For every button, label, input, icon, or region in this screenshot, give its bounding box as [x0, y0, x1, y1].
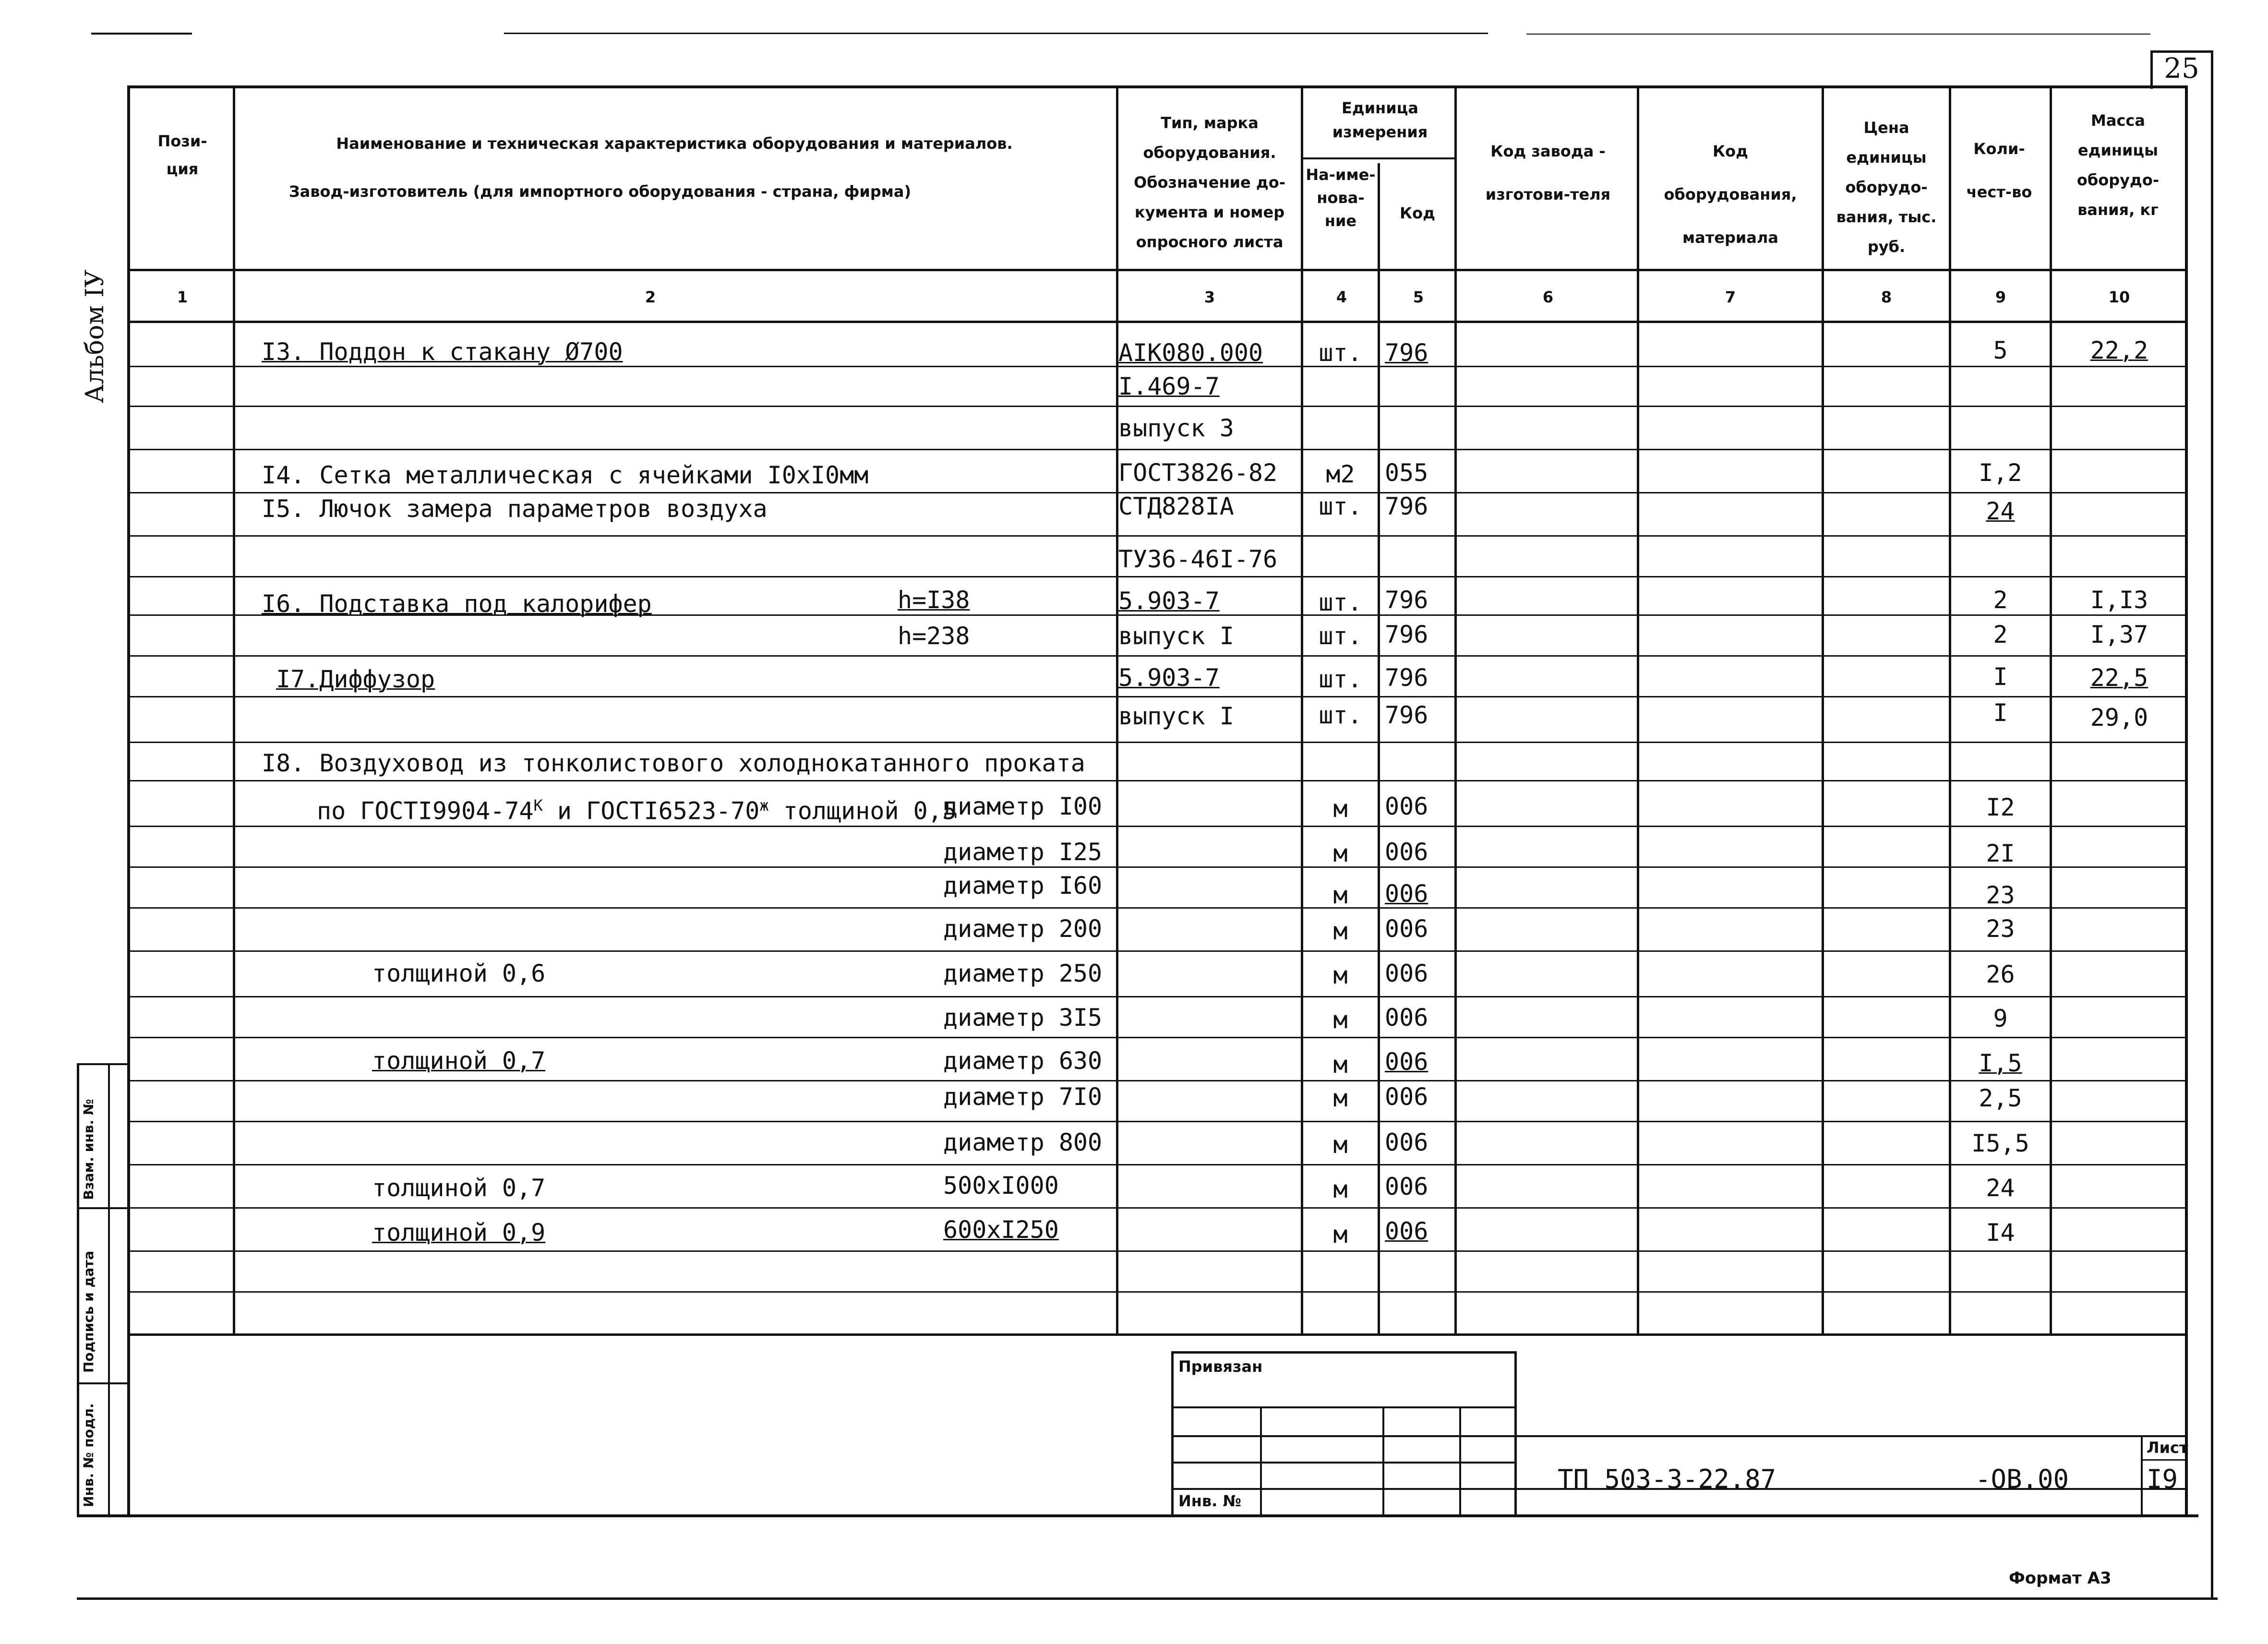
- row-qty: 2: [1993, 586, 2008, 614]
- row-unit: м: [1333, 961, 1348, 989]
- row-unit: м: [1333, 917, 1348, 945]
- row-mass: 22,5: [2090, 664, 2148, 692]
- row-code: 796: [1385, 621, 1428, 648]
- sheet-label: Лист: [2147, 1439, 2188, 1457]
- sheet-box-mid: [2141, 1459, 2186, 1461]
- colnum-1: 1: [177, 288, 188, 306]
- row-unit: м: [1333, 881, 1348, 909]
- row-name: толщиной 0,6: [372, 960, 546, 987]
- side-label-inv: Взам. инв. №: [81, 1099, 96, 1200]
- row-qty: I2: [1986, 793, 2015, 821]
- row-unit: шт.: [1319, 588, 1362, 616]
- row-diameter: диаметр I60: [943, 872, 1103, 900]
- header-plant-code: Код завода - изготови-теля: [1485, 142, 1611, 204]
- row-doc: СТД828IА: [1118, 492, 1234, 520]
- side-stamp-h1: [77, 1207, 130, 1209]
- row-size: 500хI000: [943, 1172, 1059, 1200]
- row-qty: I: [1993, 699, 2008, 727]
- gost-2: и ГОСТI6523-70: [542, 797, 760, 825]
- colnum-10: 10: [2108, 288, 2130, 306]
- row-sep: [127, 576, 2186, 577]
- row-mass: 29,0: [2090, 704, 2148, 732]
- row-sep: [127, 535, 2186, 537]
- stamp-inv-label: Инв. №: [1178, 1492, 1241, 1510]
- row-code: 006: [1385, 792, 1428, 820]
- frame-right-outer: [2211, 50, 2213, 1598]
- stamp-designation: ТП 503-3-22.87: [1558, 1464, 1776, 1494]
- row-sep: [127, 449, 2186, 450]
- row-name: I7.Диффузор: [276, 665, 435, 693]
- row-diameter: диаметр I25: [943, 838, 1103, 866]
- row-qty: 5: [1993, 336, 2008, 364]
- colnum-6: 6: [1542, 288, 1554, 306]
- row-code: 006: [1385, 1128, 1428, 1156]
- row-qty: 24: [1986, 1174, 2015, 1202]
- row-sep: [127, 1291, 2186, 1293]
- row-unit: м: [1333, 840, 1348, 867]
- row-sep: [127, 907, 2186, 909]
- row-code: 796: [1385, 492, 1428, 520]
- row-unit: м: [1333, 1131, 1348, 1159]
- gost-1: по ГОСТI9904-74: [317, 797, 534, 825]
- row-qty: 2,5: [1979, 1084, 2022, 1112]
- pagebox-left: [2150, 50, 2153, 89]
- row-code: 006: [1385, 880, 1428, 908]
- row-qty: 23: [1986, 881, 2015, 909]
- thickness: толщиной 0,5: [768, 797, 957, 825]
- row-doc: выпуск I: [1118, 622, 1234, 650]
- row-doc: 5.903-7: [1118, 664, 1220, 692]
- sheet-box-left: [2141, 1435, 2143, 1517]
- row-qty: I: [1993, 663, 2008, 691]
- col-sep-4: [1378, 163, 1380, 1336]
- row-sep: [127, 1037, 2186, 1038]
- row-size: 600хI250: [943, 1216, 1059, 1244]
- row-code: 006: [1385, 915, 1428, 943]
- row-height: h=I38: [898, 586, 970, 614]
- header-position: Пози-ция: [157, 132, 207, 178]
- header-type: Тип, марка оборудования. Обозначение до-кумента и номер опросного листа: [1134, 114, 1285, 251]
- side-stamp-left: [77, 1063, 79, 1517]
- header-name-line1: Наименование и техническая характеристика оборудования и материалов.: [336, 134, 1013, 153]
- row-diameter: диаметр I00: [943, 792, 1103, 820]
- row-sep: [127, 826, 2186, 827]
- row-name: I4. Сетка металлическая с ячейками I0хI0мм: [262, 461, 869, 489]
- page-number: 25: [2164, 52, 2199, 84]
- row-sep: [127, 1207, 2186, 1209]
- row-sep: [127, 996, 2186, 997]
- row-unit: шт.: [1319, 339, 1362, 367]
- row-code: 796: [1385, 664, 1428, 692]
- row-name: I8. Воздуховод из тонколистового холоднокатанного проката: [262, 749, 1085, 777]
- colnum-8: 8: [1881, 288, 1892, 306]
- row-qty: 26: [1986, 960, 2015, 988]
- col-sep-1: [233, 85, 235, 1336]
- row-sep: [127, 696, 2186, 697]
- row-doc: I.469-7: [1118, 372, 1220, 400]
- colnum-3: 3: [1204, 288, 1215, 306]
- stamp-bound-label: Привязан: [1178, 1357, 1263, 1376]
- frame-right: [2185, 85, 2188, 1517]
- side-stamp-mid: [108, 1063, 110, 1517]
- stamp-h1: [1171, 1406, 1517, 1408]
- header-price: Цена единицы оборудо-вания, тыс. руб.: [1836, 119, 1937, 256]
- row-diameter: диаметр 250: [943, 960, 1103, 987]
- row-height: h=238: [898, 622, 970, 650]
- row-code: 796: [1385, 586, 1428, 614]
- header-name-line2: Завод-изготовитель (для импортного оборудования - страна, фирма): [288, 182, 912, 201]
- row-qty: 2I: [1986, 840, 2015, 867]
- row-qty: 9: [1993, 1005, 2008, 1032]
- row-qty: 24: [1986, 497, 2015, 525]
- stamp-v2: [1382, 1406, 1384, 1517]
- row-name: I5. Лючок замера параметров воздуха: [262, 495, 768, 523]
- colnum-bottom: [127, 321, 2186, 323]
- sheet-number: I9: [2147, 1464, 2178, 1494]
- stamp-h3: [1171, 1462, 1517, 1464]
- table-bottom: [127, 1333, 2186, 1336]
- row-code: 006: [1385, 960, 1428, 987]
- row-code: 006: [1385, 1217, 1428, 1245]
- frame-top: [127, 85, 2186, 88]
- album-label: Альбом IУ: [81, 269, 109, 403]
- row-mass: I,37: [2090, 621, 2148, 648]
- row-name: I3. Поддон к стакану Ø700: [262, 338, 623, 366]
- row-unit: м: [1333, 1051, 1348, 1079]
- header-mass: Масса единицы оборудо-вания, кг: [2076, 111, 2160, 219]
- stamp-code-suffix: -ОВ.00: [1975, 1464, 2069, 1494]
- row-diameter: диаметр 7I0: [943, 1083, 1103, 1111]
- frame-left: [127, 85, 130, 1517]
- colnum-2: 2: [645, 288, 656, 306]
- gost-2-sup: ж: [759, 796, 769, 815]
- row-qty: I4: [1986, 1219, 2015, 1247]
- row-sep: [127, 780, 2186, 781]
- row-qty: 2: [1993, 621, 2008, 648]
- side-stamp-h2: [77, 1382, 130, 1384]
- row-mass: 22,2: [2090, 336, 2148, 364]
- col-sep-6: [1637, 85, 1639, 1336]
- row-unit: м: [1333, 1084, 1348, 1112]
- row-diameter: диаметр 200: [943, 915, 1103, 943]
- row-sep: [127, 1080, 2186, 1081]
- top-dash-mid: [504, 33, 1488, 34]
- row-doc: ТУ36-46I-76: [1118, 545, 1278, 573]
- row-diameter: диаметр 630: [943, 1047, 1103, 1075]
- stamp-top: [1171, 1351, 1517, 1354]
- row-unit: шт.: [1319, 701, 1362, 729]
- row-doc: выпуск I: [1118, 702, 1234, 730]
- row-diameter: диаметр 3I5: [943, 1004, 1103, 1032]
- colnum-7: 7: [1725, 288, 1736, 306]
- row-name: толщиной 0,7: [372, 1174, 546, 1202]
- row-code: 006: [1385, 1004, 1428, 1032]
- side-label-sign: Подпись и дата: [81, 1250, 96, 1373]
- row-sep: [127, 1250, 2186, 1252]
- row-doc: выпуск 3: [1118, 414, 1234, 442]
- row-doc: АIК080.000: [1118, 339, 1263, 367]
- row-sep: [127, 1121, 2186, 1122]
- row-unit: м: [1333, 1006, 1348, 1034]
- header-unit-code: Код: [1400, 204, 1435, 222]
- colnum-9: 9: [1995, 288, 2006, 306]
- row-diameter: диаметр 800: [943, 1128, 1103, 1156]
- frame-bottom: [77, 1597, 2218, 1600]
- row-mass: I,I3: [2090, 586, 2148, 614]
- stamp-right: [1514, 1351, 1517, 1517]
- row-sep: [127, 655, 2186, 657]
- row-unit: м: [1333, 1176, 1348, 1203]
- row-qty: I,2: [1979, 459, 2022, 487]
- stamp-v1: [1260, 1406, 1262, 1517]
- header-unit-group: Единица измерения: [1332, 99, 1428, 141]
- stamp-h2: [1171, 1435, 1517, 1437]
- row-sep: [127, 1164, 2186, 1165]
- row-code: 006: [1385, 1173, 1428, 1200]
- header-equip-code: Код оборудования, материала: [1664, 142, 1797, 247]
- row-code: 796: [1385, 701, 1428, 729]
- row-name: толщиной 0,9: [372, 1219, 546, 1247]
- row-code: 796: [1385, 339, 1428, 367]
- row-sep: [127, 950, 2186, 952]
- row-unit: шт.: [1319, 622, 1362, 650]
- row-doc: ГОСТ3826-82: [1118, 459, 1278, 487]
- top-dash-left: [91, 33, 192, 35]
- row-doc: 5.903-7: [1118, 587, 1220, 615]
- col-sep-5: [1454, 85, 1457, 1336]
- colnum-4: 4: [1336, 288, 1347, 306]
- row-name: I6. Подставка под калорифер: [262, 590, 652, 618]
- row-unit: шт.: [1319, 492, 1362, 520]
- row-qty: I5,5: [1971, 1129, 2029, 1157]
- stamp-left: [1171, 1351, 1174, 1517]
- row-qty: I,5: [1979, 1049, 2022, 1077]
- row-sep: [127, 406, 2186, 407]
- top-dash-right: [1526, 34, 2150, 35]
- row-code: 006: [1385, 1083, 1428, 1111]
- row-unit: м2: [1326, 460, 1355, 488]
- row-code: 055: [1385, 459, 1428, 487]
- colnum-5: 5: [1413, 288, 1424, 306]
- stamp-v3: [1459, 1406, 1461, 1517]
- row-code: 006: [1385, 838, 1428, 866]
- row-sep: [127, 866, 2186, 868]
- gost-1-sup: К: [533, 796, 543, 815]
- stamp-h5: [1514, 1435, 2186, 1437]
- col-sep-7: [1822, 85, 1824, 1336]
- unit-group-sep: [1301, 157, 1457, 159]
- row-name-gost: [317, 791, 957, 826]
- side-stamp-top: [77, 1063, 130, 1065]
- row-unit: м: [1333, 795, 1348, 823]
- side-label-orig: Инв. № подл.: [81, 1403, 96, 1507]
- row-unit: шт.: [1319, 665, 1362, 693]
- row-qty: 23: [1986, 915, 2015, 943]
- header-qty: Коли-чест-во: [1966, 140, 2032, 201]
- format-label: Формат А3: [2009, 1569, 2112, 1588]
- row-code: 006: [1385, 1048, 1428, 1076]
- row-name: толщиной 0,7: [372, 1047, 546, 1075]
- row-sep: [127, 742, 2186, 743]
- row-unit: м: [1333, 1221, 1348, 1248]
- frame-bottom-inner: [77, 1514, 2198, 1517]
- header-bottom: [127, 269, 2186, 271]
- header-unit-name: На-име-нова-ние: [1306, 166, 1376, 230]
